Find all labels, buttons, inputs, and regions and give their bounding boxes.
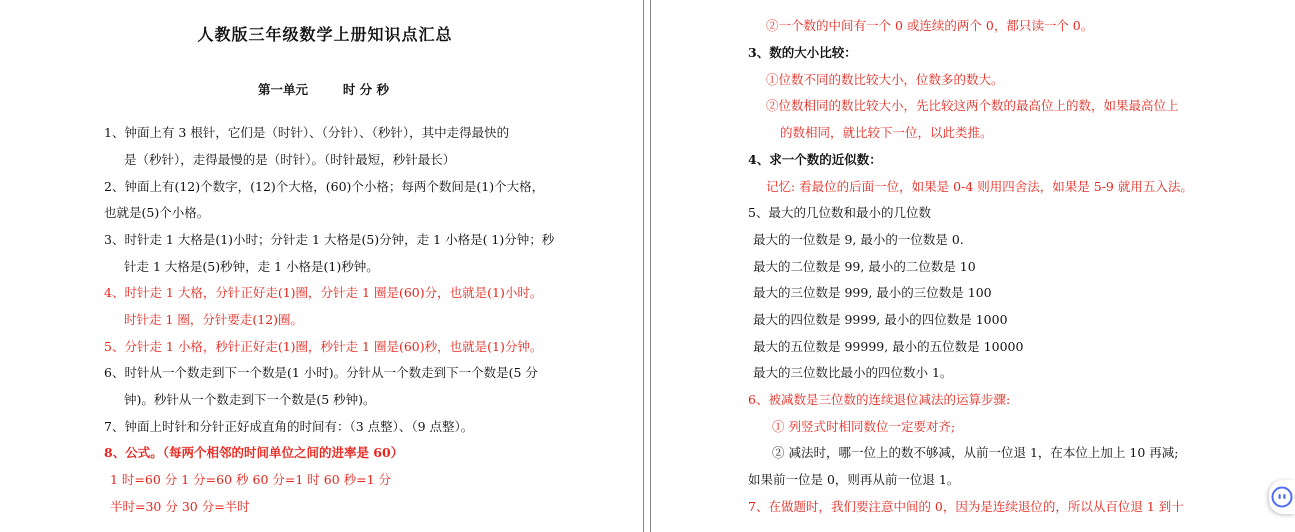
text-line: 5、最大的几位数和最小的几位数 [748, 205, 931, 220]
text-line: 1、钟面上有 3 根针，它们是（时针）、（分针）、（秒针），其中走得最快的 [104, 125, 510, 140]
text-line: 6、被减数是三位数的连续退位减法的运算步骤: [748, 392, 1011, 407]
unit-title: 第一单元 时 分 秒 [258, 82, 390, 97]
text-line: ① 列竖式时相同数位一定要对齐; [772, 419, 956, 434]
document-title: 人教版三年级数学上册知识点汇总 [197, 25, 453, 44]
page-left [0, 0, 644, 532]
text-line: 的数相同，就比较下一位，以此类推。 [780, 125, 993, 140]
text-line: 最大的五位数是 99999, 最小的五位数是 10000 [753, 339, 1024, 354]
text-line: 7、钟面上时针和分针正好成直角的时间有：（3 点整）、（9 点整）。 [104, 419, 474, 434]
text-line: 7、在做题时，我们要注意中间的 0，因为是连续退位的，所以从百位退 1 到十 [748, 499, 1184, 514]
text-line: 也就是(5)个小格。 [104, 205, 210, 220]
text-line: 4、时针走 1 大格，分针正好走(1)圈，分针走 1 圈是(60)分，也就是(1)小时。 [104, 285, 543, 300]
chat-robot-icon [1271, 486, 1293, 508]
page-right [651, 0, 1295, 532]
text-line: 最大的三位数是 999, 最小的三位数是 100 [753, 285, 992, 300]
text-line: 最大的二位数是 99, 最小的二位数是 10 [753, 259, 976, 274]
text-line: 最大的三位数比最小的四位数小 1。 [753, 365, 953, 380]
text-line: 记忆: 看最位的后面一位，如果是 0-4 则用四舍法，如果是 5-9 就用五入法。 [766, 179, 1193, 194]
text-line: 8、公式。（每两个相邻的时间单位之间的进率是 60） [104, 445, 404, 460]
text-line: ②一个数的中间有一个 0 或连续的两个 0，都只读一个 0。 [766, 18, 1094, 33]
text-line: 5、分针走 1 小格，秒针正好走(1)圈，秒针走 1 圈是(60)秒，也就是(1)分钟。 [104, 339, 543, 354]
text-line: 时针走 1 圈，分针要走(12)圈。 [124, 312, 304, 327]
text-line: 最大的一位数是 9, 最小的一位数是 0. [753, 232, 964, 247]
text-line: 如果前一位是 0，则再从前一位退 1。 [748, 472, 960, 487]
text-line: 针走 1 大格是(5)秒钟，走 1 小格是(1)秒钟。 [124, 259, 379, 274]
text-line: 4、求一个数的近似数： [748, 152, 882, 167]
text-line: 最大的四位数是 9999, 最小的四位数是 1000 [753, 312, 1008, 327]
text-line: 钟)。秒针从一个数走到下一个数是(5 秒钟)。 [124, 392, 376, 407]
text-line: ② 减法时，哪一位上的数不够减，从前一位退 1，在本位上加上 10 再减; [772, 445, 1179, 460]
text-line: 3、时针走 1 大格是(1)小时；分针走 1 大格是(5)分钟，走 1 小格是( 1)分钟；秒 [104, 232, 555, 247]
text-line: 1 时=60 分 1 分=60 秒 60 分=1 时 60 秒=1 分 [110, 472, 392, 487]
assistant-button[interactable] [1269, 480, 1295, 514]
text-line: 3、数的大小比较： [748, 45, 857, 60]
page-gutter [644, 0, 651, 532]
text-line: 半时=30 分 30 分=半时 [110, 499, 250, 514]
text-line: 是（秒针），走得最慢的是（时针）。（时针最短，秒针最长） [124, 152, 456, 167]
text-line: ②位数相同的数比较大小，先比较这两个数的最高位上的数，如果最高位上 [766, 98, 1179, 113]
text-line: 2、钟面上有(12)个数字，(12)个大格，(60)个小格；每两个数间是(1)个大格， [104, 179, 545, 194]
text-line: 6、时针从一个数走到下一个数是(1 小时)。分针从一个数走到下一个数是(5 分 [104, 365, 538, 380]
text-line: ①位数不同的数比较大小，位数多的数大。 [766, 72, 1004, 87]
